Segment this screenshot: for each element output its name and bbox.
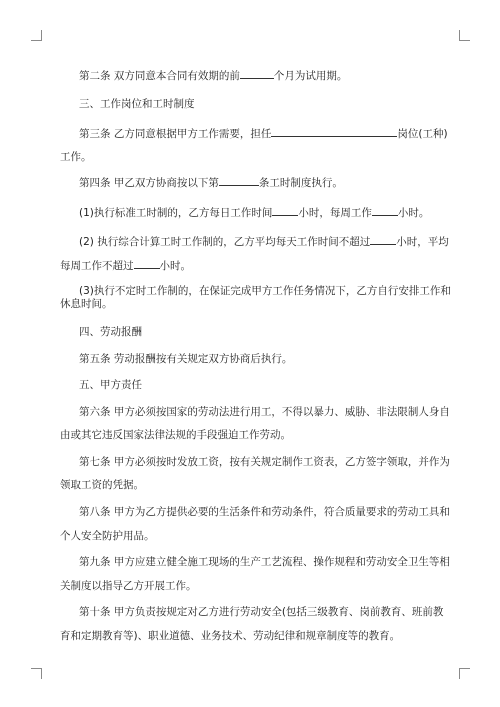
clause-6	[0, 405, 500, 419]
clause-5	[0, 352, 500, 366]
clause-2	[0, 68, 500, 83]
clause-7	[0, 455, 500, 469]
blank-field	[271, 126, 397, 137]
text: 休息时间。	[60, 298, 113, 310]
clause-4-item-2	[0, 234, 500, 249]
text: 小时，每周工作	[298, 207, 372, 219]
blank-field	[240, 68, 274, 79]
text: 第五条 劳动报酬按有关规定双方协商后执行。	[79, 353, 293, 365]
clause-4	[0, 175, 500, 190]
text: 三、工作岗位和工时制度	[79, 98, 195, 110]
text: 第二条 双方同意本合同有效期的前	[79, 70, 240, 82]
text: (3)执行不定时工作制的，在保证完成甲方工作任务情况下，乙方自行安排工作和	[79, 285, 451, 297]
blank-field	[219, 175, 259, 186]
blank-field	[370, 234, 396, 245]
text: 第十条 甲方负责按规定对乙方进行劳动安全(包括三级教育、岗前教育、班前教	[79, 606, 444, 618]
crop-mark-top-left	[31, 30, 42, 41]
clause-4-item-1	[0, 205, 500, 220]
clause-3	[0, 126, 500, 141]
text: 个人安全防护用品。	[60, 530, 155, 542]
text: 第九条 甲方应建立健全施工现场的生产工艺流程、操作规程和劳动安全卫生等相	[79, 556, 450, 568]
text: 第四条 甲乙双方协商按以下第	[79, 177, 219, 189]
clause-6-cont	[0, 428, 500, 442]
text: 由或其它违反国家法律法规的手段强迫工作劳动。	[60, 429, 291, 441]
clause-7-cont	[0, 478, 500, 492]
section-5-heading	[0, 378, 500, 392]
text: 育和定期教育等)、职业道德、业务技术、劳动纪律和规章制度等的教育。	[60, 630, 401, 642]
clause-8-cont	[0, 529, 500, 543]
section-4-heading	[0, 325, 500, 339]
clause-8	[0, 505, 500, 519]
section-3-heading	[0, 97, 500, 111]
text: 每周工作不超过	[60, 260, 134, 272]
clause-4-item-3	[0, 284, 500, 298]
text: 条工时制度执行。	[258, 177, 343, 189]
text: 第三条 乙方同意根据甲方工作需要，担任	[79, 128, 272, 140]
crop-mark-bottom-left	[31, 668, 42, 679]
text: 小时。	[159, 260, 191, 272]
text: 关制度以指导乙方开展工作。	[60, 580, 197, 592]
clause-10	[0, 605, 500, 619]
clause-9-cont	[0, 579, 500, 593]
text: 第七条 甲方必须按时发放工资，按有关规定制作工资表，乙方签字领取，并作为	[79, 456, 450, 468]
clause-10-cont	[0, 629, 500, 643]
clause-3-cont	[0, 150, 500, 164]
blank-field	[372, 205, 398, 216]
clause-9	[0, 555, 500, 569]
text: 岗位(工种)	[397, 128, 448, 140]
text: 小时，平均	[396, 236, 449, 248]
text: 第六条 甲方必须按国家的劳动法进行用工，不得以暴力、威胁、非法限制人身自	[79, 406, 450, 418]
text: 个月为试用期。	[273, 70, 348, 82]
text: 五、甲方责任	[79, 379, 142, 391]
crop-mark-bottom-right	[459, 668, 470, 679]
text: 领取工资的凭据。	[60, 479, 144, 491]
crop-mark-top-right	[459, 30, 470, 41]
blank-field	[272, 205, 298, 216]
text: (1)执行标准工时制的，乙方每日工作时间	[79, 207, 273, 219]
text: (2) 执行综合计算工时工作制的，乙方平均每天工作时间不超过	[79, 236, 371, 248]
text: 第八条 甲方为乙方提供必要的生活条件和劳动条件，符合质量要求的劳动工具和	[79, 506, 450, 518]
clause-4-item-3-cont	[0, 297, 500, 311]
text: 工作。	[60, 151, 92, 163]
clause-4-item-2-cont	[0, 258, 500, 273]
text: 四、劳动报酬	[79, 326, 142, 338]
blank-field	[134, 258, 160, 269]
text: 小时。	[397, 207, 430, 219]
